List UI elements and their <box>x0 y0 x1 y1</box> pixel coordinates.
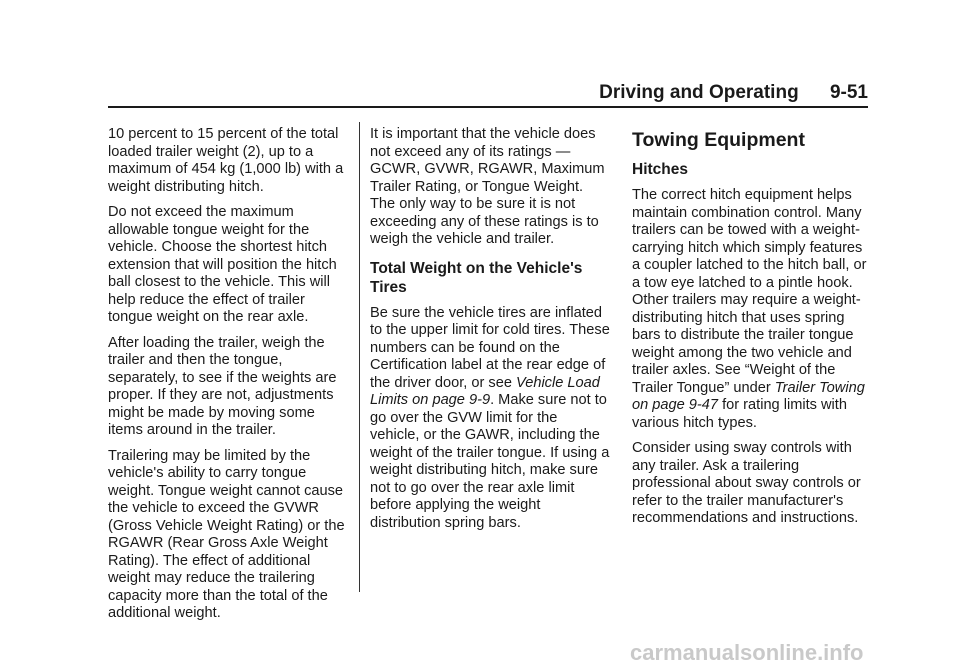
column-2 <box>370 126 610 540</box>
column-3 <box>632 128 868 536</box>
paragraph: 10 percent to 15 percent of the total loaded trailer weight (2), up to a maximum of 454 kg (1,000 lb) with a weight distributing hitch. <box>108 126 344 195</box>
watermark: carmanualsonline.info <box>630 640 864 665</box>
column-divider <box>359 122 360 592</box>
cross-reference-link[interactable]: Vehicle Load Limits on page 9-9 <box>370 374 600 408</box>
paragraph: It is important that the vehicle does not exceed any of its ratings — GCWR, GVWR, RGAWR, Maximum Trailer Rating, or Tongue Weight. The only way to be sure it is not exceeding any of these ratings is to weigh the vehicle and trailer. <box>370 126 605 247</box>
paragraph: Consider using sway controls with any trailer. Ask a trailering professional about sway controls or refer to the trailer manufacturer's recommendations and instructions. <box>632 440 861 526</box>
paragraph: Trailering may be limited by the vehicle's ability to carry tongue weight. Tongue weight cannot cause the vehicle to exceed the GVWR (Gross Vehicle Weight Rating) or the RGAWR (Rear Gross Axle Weight Rating). The effect of additional weight may reduce the trailering capacity more than the total of the additional weight. <box>108 447 345 621</box>
paragraph: Be sure the vehicle tires are inflated to the upper limit for cold tires. These numbers can be found on the Certification label at the rear edge of the driver door, or see Vehicle Load Limits on page 9-9. Make sure not to go over the GVW limit for the vehicle, or the GAWR, including the weight of the trailer tongue. If using a weight distributing hitch, make sure not to go over the rear axle limit before applying the weight distribution spring bars. <box>370 304 610 531</box>
header-rule <box>108 106 868 108</box>
column-1 <box>108 126 350 631</box>
page-number: 9-51 <box>829 82 868 103</box>
cross-reference-link[interactable]: Trailer Towing on page 9-47 <box>632 379 865 413</box>
section-title: Driving and Operating <box>599 82 799 103</box>
section-heading: Towing Equipment <box>632 129 805 151</box>
section-heading: Total Weight on the Vehicle's Tires <box>370 259 583 296</box>
paragraph: After loading the trailer, weigh the trailer and then the tongue, separately, to see if the weights are proper. If they are not, adjustments might be made by moving some items around in the trailer. <box>108 334 337 438</box>
page-header <box>108 80 868 106</box>
paragraph: The correct hitch equipment helps maintain combination control. Many trailers can be towed with a weight-carrying hitch which simply features a coupler latched to the hitch ball, or a tow eye latched to a pintle hook. Other trailers may require a weight-distributing hitch that uses spring bars to distribute the trailer tongue weight among the two vehicle and trailer axles. See “Weight of the Trailer Tongue” under Trailer Towing on page 9-47 for rating limits with various hitch types. <box>632 187 867 431</box>
paragraph: Do not exceed the maximum allowable tongue weight for the vehicle. Choose the shortest hitch extension that will position the hitch ball closest to the vehicle. This will help reduce the effect of trailer tongue weight on the rear axle. <box>108 204 337 325</box>
subsection-heading: Hitches <box>632 161 688 178</box>
